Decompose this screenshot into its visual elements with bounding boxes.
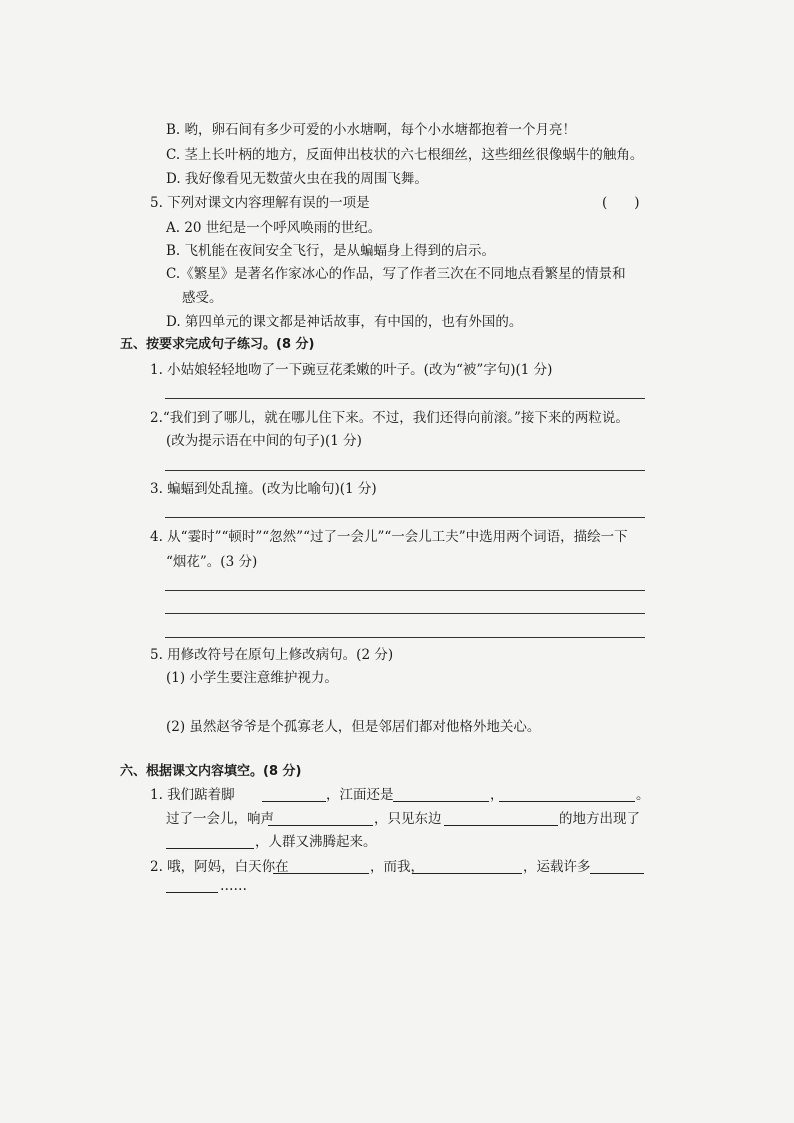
s6-q1-text-g: 的地方出现了 [559,811,640,827]
q4-option-c: C. 茎上长叶柄的地方，反面伸出枝状的六七根细丝，这些细丝很像蜗牛的触角。 [166,147,644,163]
s6-q1-blank-4[interactable] [268,825,373,826]
s6-q1-blank-5[interactable] [444,825,558,826]
q5-option-a: A. 20 世纪是一个呼风唤雨的世纪。 [166,220,382,236]
section5-title: 五、按要求完成句子练习。(8 分) [120,337,315,352]
s6-q1-text-b: ，江面还是 [326,787,394,803]
s5-q4-line2: “烟花”。(3 分) [166,554,258,570]
s6-q1-text-c: ， [490,787,504,803]
s6-q2-text-c: ，运载许多 [523,859,591,875]
s6-q2-blank-1[interactable] [273,873,369,874]
s6-q1-blank-3[interactable] [499,801,635,802]
q5-option-b: B. 飞机能在夜间安全飞行，是从蝙蝠身上得到的启示。 [166,243,496,259]
s5-q4-answer-line-1[interactable] [165,590,645,591]
s6-q1-blank-6[interactable] [166,848,254,849]
s6-q1-text-f: ，只见东边 [374,811,442,827]
s6-q2-text-a: 2. 哦，阿妈，白天你在 [150,859,289,875]
s5-q5: 5. 用修改符号在原句上修改病句。(2 分) [150,647,394,663]
s5-q4-line1: 4. 从“霎时”“顿时”“忽然”“过了一会儿”“一会儿工夫”中选用两个词语，描绘一下 [150,529,628,545]
q5-stem: 5. 下列对课文内容理解有误的一项是 [150,195,370,211]
s6-q2-blank-3[interactable] [590,873,644,874]
s6-q2-text-b: ，而我， [370,859,424,875]
s5-q2-line2: (改为提示语在中间的句子)(1 分) [166,433,362,449]
s6-q1-text-a: 1. 我们踮着脚 [150,787,235,803]
s5-q5-item1: (1) 小学生要注意维护视力。 [166,670,338,686]
s5-q2-line1: 2.“我们到了哪儿，就在哪儿住下来。不过，我们还得向前滚。”接下来的两粒说。 [150,410,629,426]
s6-q1-text-d: 。 [636,787,650,803]
s5-q4-answer-line-3[interactable] [165,637,645,638]
s5-q3-answer-line[interactable] [165,517,645,518]
s6-q1-text-h: ，人群又沸腾起来。 [255,834,377,850]
q4-option-d: D. 我好像看见无数萤火虫在我的周围飞舞。 [166,171,428,187]
s6-q1-blank-1[interactable] [262,801,326,802]
s6-q2-blank-4[interactable] [166,892,218,893]
s5-q3: 3. 蝙蝠到处乱撞。(改为比喻句)(1 分) [150,481,377,497]
q4-option-b: B. 哟，卵石间有多少可爱的小水塘啊，每个小水塘都抱着一个月亮！ [166,122,577,138]
section6-title: 六、根据课文内容填空。(8 分) [120,764,302,779]
s6-q2-text-d: …… [220,878,247,894]
q5-option-c-line2: 感受。 [182,290,223,306]
s5-q4-answer-line-2[interactable] [165,613,645,614]
s5-q2-answer-line[interactable] [165,470,645,471]
q5-option-c-line1: C.《繁星》是著名作家冰心的作品，写了作者三次在不同地点看繁星的情景和 [166,266,626,282]
q5-answer-paren[interactable]: ( ) [602,195,640,211]
s5-q1-answer-line[interactable] [165,398,645,399]
s6-q2-blank-2[interactable] [412,873,522,874]
s6-q1-text-e: 过了一会儿，响声 [166,811,274,827]
s6-q1-blank-2[interactable] [393,801,489,802]
q5-option-d: D. 第四单元的课文都是神话故事，有中国的，也有外国的。 [166,314,523,330]
s5-q1: 1. 小姑娘轻轻地吻了一下豌豆花柔嫩的叶子。(改为“被”字句)(1 分) [150,362,553,378]
s5-q5-item2: (2) 虽然赵爷爷是个孤寡老人，但是邻居们都对他格外地关心。 [166,719,541,735]
